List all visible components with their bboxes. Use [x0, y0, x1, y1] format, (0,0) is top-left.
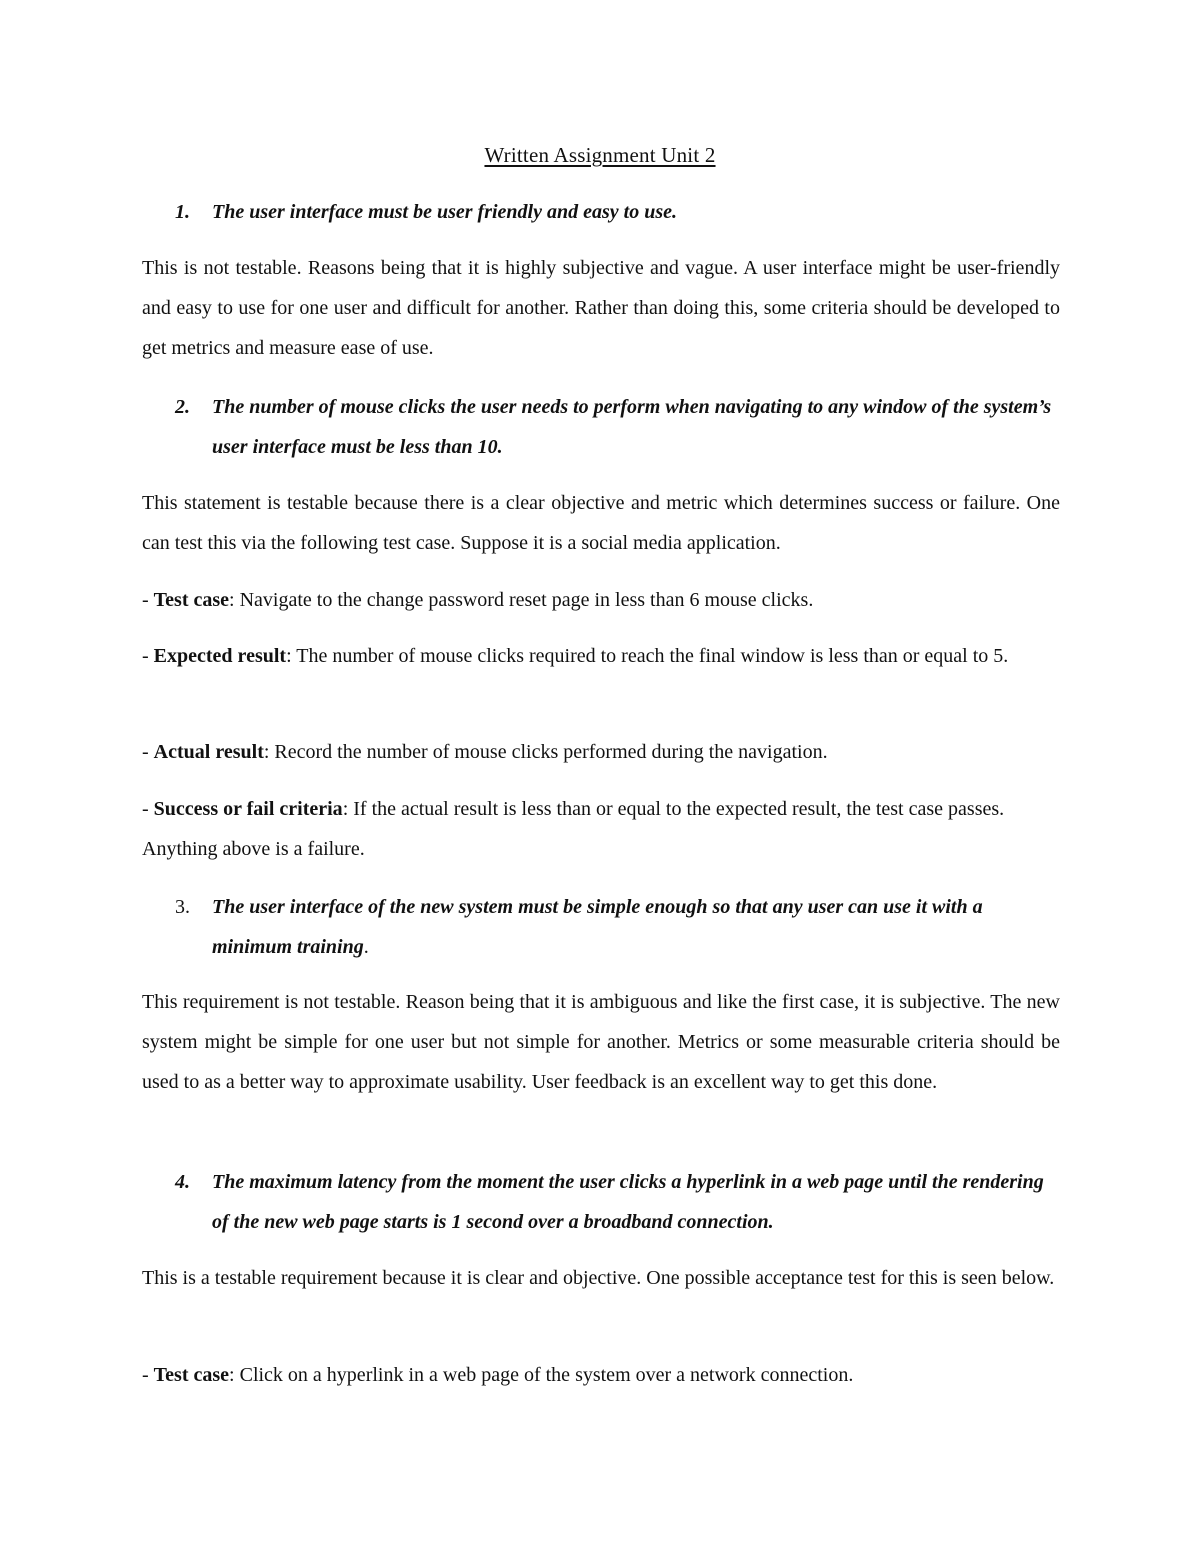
section-2-heading-text: The number of mouse clicks the user needs to perform when navigating to any window of the system’s user interface must be less than 10. — [212, 396, 1052, 458]
section-1-body: This is not testable. Reasons being that it is highly subjective and vague. A user interface might be user-friendly and easy to use for one user and difficult for another. Rather than doing this, some criteria should be developed to get metrics and measure ease of use. — [142, 257, 1060, 359]
item-label: Test case — [153, 1364, 230, 1386]
item-label: Expected result — [153, 645, 287, 667]
item-text: : The number of mouse clicks required to reach the final window is less than or equal to 5. — [286, 645, 1009, 667]
item-text: : Navigate to the change password reset page in less than 6 mouse clicks. — [229, 589, 814, 611]
item-prefix: - — [142, 741, 154, 763]
item-prefix: - — [142, 1364, 154, 1386]
section-1-heading-text: The user interface must be user friendly and easy to use. — [212, 201, 677, 223]
section-4-heading — [142, 1162, 1060, 1242]
section-2-item-test-case — [142, 580, 1060, 620]
item-prefix: - — [142, 645, 154, 667]
item-label: Success or fail criteria — [153, 798, 343, 820]
section-2-body: This statement is testable because there is a clear objective and metric which determines success or failure. One can test this via the following test case. Suppose it is a social media application. — [142, 492, 1060, 554]
item-text: : If the actual result is less than or equal to the expected result, the test case passes. Anything above is a failure. — [142, 798, 1005, 860]
section-4-item-test-case — [142, 1355, 1060, 1395]
section-4-body: This is a testable requirement because it is clear and objective. One possible acceptance test for this is seen below. — [142, 1267, 1055, 1289]
section-3-heading-tail: . — [363, 936, 369, 958]
item-prefix: - — [142, 798, 154, 820]
section-3-body: This requirement is not testable. Reason being that it is ambiguous and like the first case, it is subjective. The new system might be simple for one user but not simple for another. Metrics or some measurable criteria should be used to as a better way to approximate usability. User feedback is an excellent way to get this done. — [142, 991, 1060, 1093]
item-label: Actual result — [153, 741, 264, 763]
section-2-item-success-criteria — [142, 789, 1060, 869]
section-1-heading — [142, 192, 1060, 232]
section-2-number: 2. — [175, 396, 190, 418]
section-2-item-actual-result — [142, 732, 1060, 772]
document-title: Written Assignment Unit 2 — [484, 143, 716, 167]
item-text: : Click on a hyperlink in a web page of the system over a network connection. — [229, 1364, 854, 1386]
section-1-number: 1. — [175, 201, 190, 223]
section-4-number: 4. — [175, 1171, 190, 1193]
item-prefix: - — [142, 589, 154, 611]
section-4-heading-text: The maximum latency from the moment the user clicks a hyperlink in a web page until the rendering of the new web page starts is 1 second over a broadband connection. — [212, 1171, 1044, 1233]
section-3-heading — [142, 887, 1060, 967]
item-text: : Record the number of mouse clicks performed during the navigation. — [263, 741, 828, 763]
item-label: Test case — [153, 589, 230, 611]
section-2-item-expected-result — [142, 636, 1060, 676]
section-3-number: 3. — [175, 896, 190, 918]
section-2-heading — [142, 387, 1060, 467]
section-3-heading-text: The user interface of the new system must be simple enough so that any user can use it with a minimum training — [212, 896, 983, 958]
